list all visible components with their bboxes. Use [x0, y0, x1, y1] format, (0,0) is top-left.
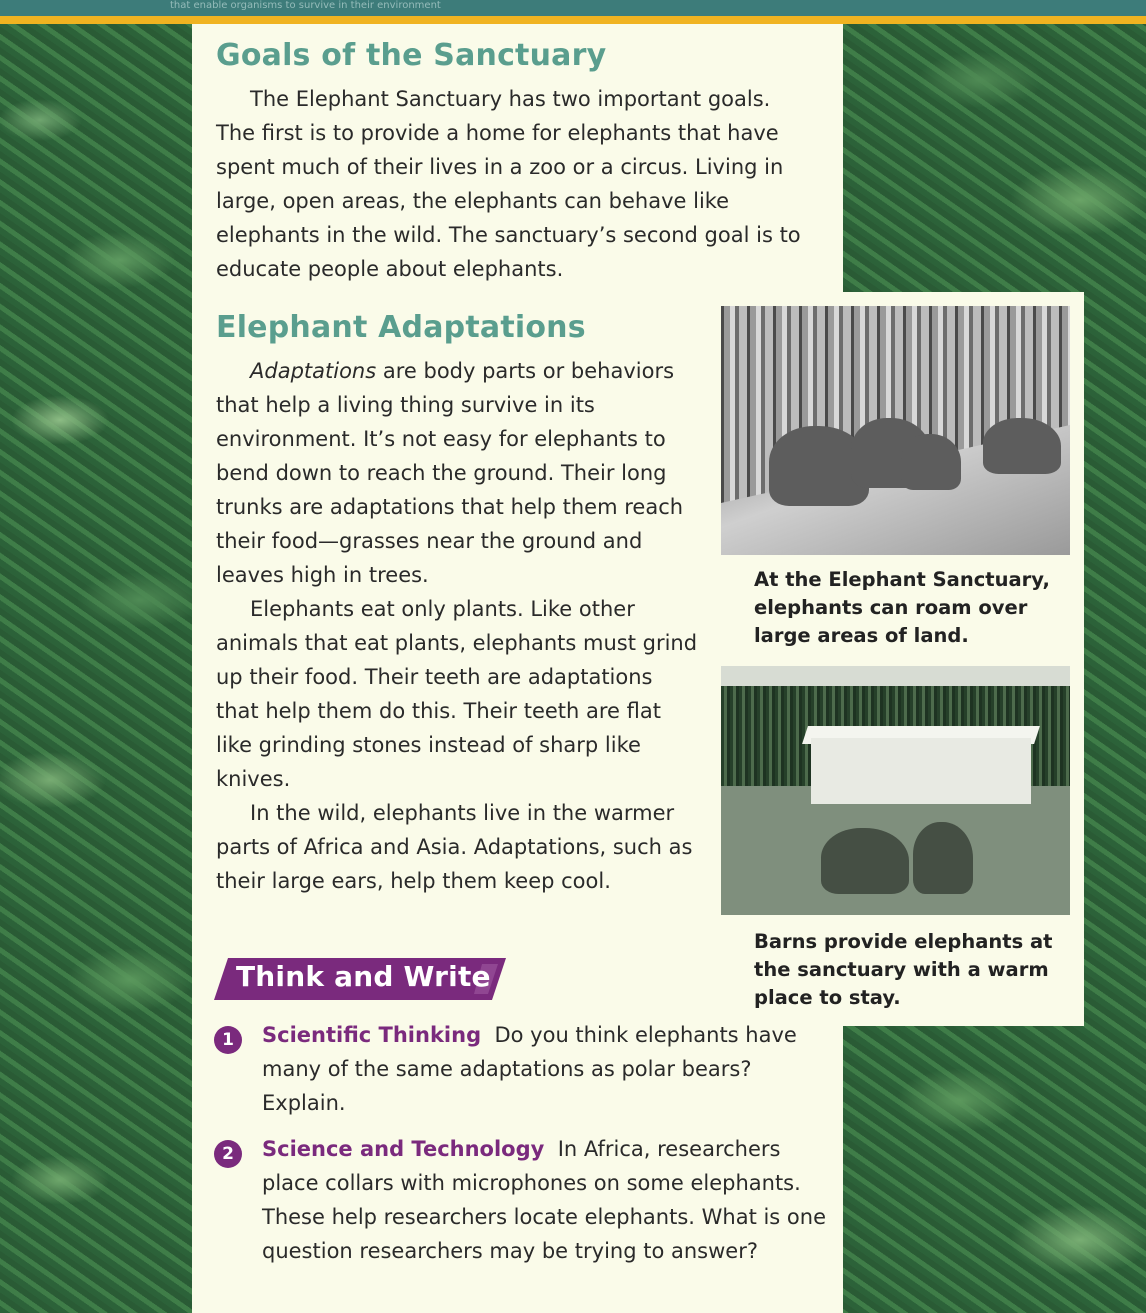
elephant-figure [901, 434, 961, 490]
elephant-figure [913, 822, 973, 894]
question-2-body: In Africa, researchers place collars with microphones on some elephants. These help researchers locate elephants. What is one question researchers may be trying to answer? [262, 1137, 827, 1263]
think-and-write-title: Think and Write [236, 960, 491, 993]
adaptations-paragraph-3: In the wild, elephants live in the warmer parts of Africa and Asia. Adaptations, such as their large ears, help them keep cool. [216, 801, 693, 893]
header-gold-stripe [0, 16, 1146, 24]
question-1 [214, 1018, 824, 1124]
adaptations-heading: Elephant Adaptations [216, 310, 586, 345]
goals-paragraph-text: The Elephant Sanctuary has two important goals. The first is to provide a home for elephants that have spent much of their lives in a zoo or a circus. Living in large, open areas, the elephants can behave like elephants in the wild. The sanctuary’s second goal is to educate people about elephants. [216, 87, 801, 281]
question-2-title: Science and Technology [262, 1137, 545, 1161]
barn-photo [721, 666, 1070, 915]
question-1-body: Do you think elephants have many of the same adaptations as polar bears? Explain. [262, 1023, 797, 1115]
adaptations-term: Adaptations [250, 359, 377, 383]
goals-paragraph [216, 82, 816, 286]
adaptations-paragraph-1 [216, 354, 700, 592]
adaptations-paragraph-2: Elephants eat only plants. Like other animals that eat plants, elephants must grind up their food. Their teeth are adaptations that help them do this. Their teeth are flat like grinding stones instead of sharp like knives. [216, 597, 698, 791]
photo-caption-1: At the Elephant Sanctuary, elephants can roam over large areas of land. [754, 568, 1050, 647]
think-and-write-banner [214, 956, 506, 1002]
goals-heading: Goals of the Sanctuary [216, 38, 607, 73]
forest-elephants-photo [721, 306, 1070, 555]
question-1-title: Scientific Thinking [262, 1023, 482, 1047]
top-header-bar [0, 0, 1146, 16]
question-1-text [262, 1018, 832, 1120]
question-number-badge: 1 [214, 1026, 242, 1054]
elephant-figure [821, 828, 909, 894]
barn-building [811, 738, 1031, 804]
elephant-figure [983, 418, 1061, 474]
adaptations-body [216, 354, 700, 898]
question-2 [214, 1132, 827, 1308]
photo-caption-2: Barns provide elephants at the sanctuary with a warm place to stay. [754, 930, 1053, 1009]
header-text: that enable organisms to survive in their environment [170, 0, 441, 11]
question-number-badge: 2 [214, 1140, 242, 1168]
question-2-text [262, 1132, 832, 1268]
adaptations-paragraph-1-text: are body parts or behaviors that help a living thing survive in its environment. It’s not easy for elephants to bend down to reach the ground. Their long trunks are adaptations that help them reach their food—grasses near the ground and leaves high in trees. [216, 359, 684, 587]
